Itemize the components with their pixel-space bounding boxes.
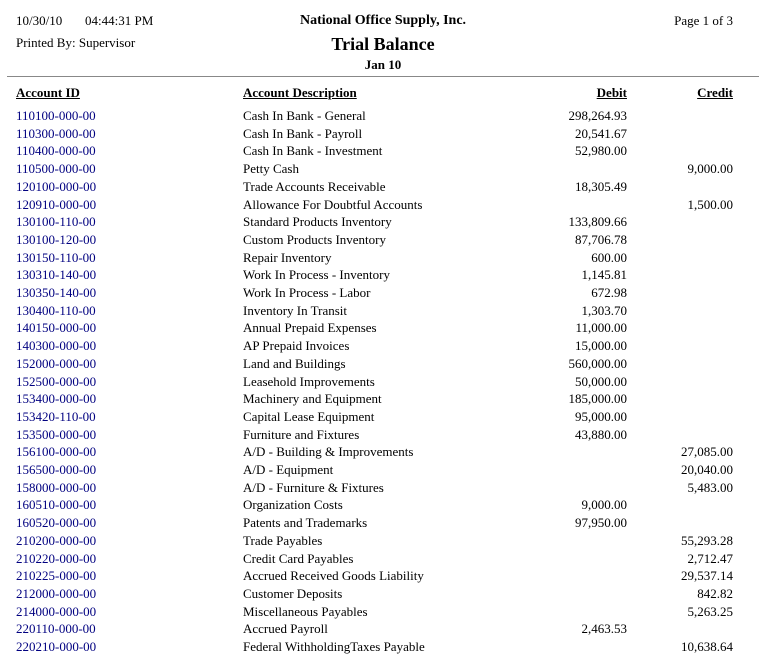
printed-by: Printed By: Supervisor	[16, 35, 136, 50]
table-row	[16, 567, 733, 585]
trial-balance-rows	[16, 107, 733, 656]
account-id-link[interactable]: 153400-000-00	[16, 391, 97, 407]
account-description-cell: Trade Payables	[243, 532, 323, 548]
account-description-cell: Petty Cash	[243, 161, 299, 177]
report-date: 10/30/10	[16, 13, 63, 28]
debit-amount-cell: 560,000.00	[568, 355, 627, 371]
account-description-cell: Credit Card Payables	[243, 550, 354, 566]
table-row	[16, 196, 733, 214]
table-row	[16, 585, 733, 603]
credit-amount-cell: 10,638.64	[681, 639, 733, 655]
account-id-link[interactable]: 120100-000-00	[16, 178, 97, 194]
report-title: Trial Balance	[331, 34, 435, 54]
debit-amount-cell: 1,145.81	[581, 267, 627, 283]
account-description-cell: Custom Products Inventory	[243, 231, 386, 247]
trial-balance-table	[16, 85, 733, 656]
account-id-link[interactable]: 153500-000-00	[16, 426, 97, 442]
account-description-cell: A/D - Equipment	[243, 462, 334, 478]
credit-amount-cell	[627, 390, 733, 408]
debit-amount-cell	[515, 603, 627, 621]
debit-amount-cell: 1,303.70	[581, 302, 627, 318]
table-row	[16, 160, 733, 178]
credit-amount-cell: 5,483.00	[687, 479, 733, 495]
table-row	[16, 355, 733, 373]
table-row	[16, 319, 733, 337]
account-id-link[interactable]: 110100-000-00	[16, 108, 96, 123]
account-id-link[interactable]: 130310-140-00	[16, 267, 97, 283]
account-description-cell: Work In Process - Inventory	[243, 267, 390, 283]
table-row	[16, 373, 733, 391]
account-description-cell: Repair Inventory	[243, 249, 332, 265]
table-row	[16, 532, 733, 550]
table-row	[16, 107, 733, 125]
credit-amount-cell	[627, 620, 733, 638]
account-description-cell: A/D - Building & Improvements	[243, 444, 414, 460]
account-description-cell: AP Prepaid Invoices	[243, 338, 350, 354]
table-row	[16, 426, 733, 444]
credit-amount-cell	[627, 355, 733, 373]
credit-amount-cell	[627, 284, 733, 302]
credit-amount-cell	[627, 266, 733, 284]
table-row	[16, 142, 733, 160]
account-id-link[interactable]: 110400-000-00	[16, 143, 96, 159]
table-row	[16, 408, 733, 426]
table-row	[16, 337, 733, 355]
table-row	[16, 284, 733, 302]
account-id-link[interactable]: 120910-000-00	[16, 196, 97, 212]
account-description-cell: Land and Buildings	[243, 355, 346, 371]
account-id-link[interactable]: 220210-000-00	[16, 639, 97, 655]
account-id-link[interactable]: 130150-110-00	[16, 249, 96, 265]
credit-amount-cell: 5,263.25	[687, 603, 733, 619]
debit-amount-cell	[515, 585, 627, 603]
debit-amount-cell: 11,000.00	[575, 320, 627, 336]
account-description-cell: Cash In Bank - General	[243, 108, 366, 123]
table-row	[16, 249, 733, 267]
account-id-link[interactable]: 152500-000-00	[16, 373, 97, 389]
debit-amount-cell	[515, 196, 627, 214]
credit-amount-cell	[627, 496, 733, 514]
account-id-link[interactable]: 210225-000-00	[16, 568, 97, 584]
debit-amount-cell: 97,950.00	[575, 515, 627, 531]
page-number: Page 1 of 3	[674, 13, 733, 28]
debit-amount-cell: 18,305.49	[575, 178, 627, 194]
credit-amount-cell: 1,500.00	[687, 196, 733, 212]
account-id-link[interactable]: 156100-000-00	[16, 444, 97, 460]
account-description-cell: Patents and Trademarks	[243, 515, 368, 531]
table-row	[16, 479, 733, 497]
debit-amount-cell	[515, 567, 627, 585]
account-id-link[interactable]: 214000-000-00	[16, 603, 97, 619]
credit-amount-cell	[627, 142, 733, 160]
account-description-cell: Federal WithholdingTaxes Payable	[243, 639, 425, 655]
debit-amount-cell: 15,000.00	[575, 338, 627, 354]
account-description-cell: Organization Costs	[243, 497, 343, 513]
debit-amount-cell: 2,463.53	[581, 621, 627, 637]
company-name: National Office Supply, Inc.	[299, 13, 467, 28]
account-description-cell: Furniture and Fixtures	[243, 426, 360, 442]
debit-amount-cell: 52,980.00	[575, 143, 627, 159]
account-id-link[interactable]: 110300-000-00	[16, 125, 96, 141]
credit-amount-cell	[627, 514, 733, 532]
credit-amount-cell	[627, 319, 733, 337]
account-description-cell: Cash In Bank - Payroll	[243, 125, 363, 141]
account-id-link[interactable]: 130100-120-00	[16, 231, 97, 247]
account-description-cell: Standard Products Inventory	[243, 214, 392, 230]
credit-amount-cell	[627, 408, 733, 426]
account-description-cell: A/D - Furniture & Fixtures	[243, 479, 384, 495]
header-separator	[7, 76, 759, 77]
table-row	[16, 496, 733, 514]
credit-amount-cell	[627, 213, 733, 231]
table-row	[16, 620, 733, 638]
table-header-row	[16, 85, 733, 107]
credit-amount-cell: 27,085.00	[681, 444, 733, 460]
credit-amount-cell	[627, 178, 733, 196]
account-id-link[interactable]: 210220-000-00	[16, 550, 97, 566]
table-row	[16, 390, 733, 408]
account-description-cell: Annual Prepaid Expenses	[243, 320, 377, 336]
table-row	[16, 514, 733, 532]
debit-amount-cell: 298,264.93	[568, 108, 627, 123]
debit-amount-cell	[515, 550, 627, 568]
account-id-link[interactable]: 110500-000-00	[16, 161, 96, 177]
account-id-link[interactable]: 212000-000-00	[16, 585, 97, 601]
account-id-link[interactable]: 130100-110-00	[16, 214, 96, 230]
account-description-cell: Accrued Received Goods Liability	[243, 568, 424, 584]
account-description-cell: Leasehold Improvements	[243, 373, 375, 389]
account-description-cell: Machinery and Equipment	[243, 391, 382, 407]
debit-amount-cell: 9,000.00	[581, 497, 627, 513]
credit-amount-cell: 29,537.14	[681, 568, 733, 584]
table-row	[16, 125, 733, 143]
debit-amount-cell: 133,809.66	[568, 214, 627, 230]
debit-amount-cell	[515, 638, 627, 656]
debit-amount-cell: 185,000.00	[568, 391, 627, 407]
credit-amount-cell	[627, 249, 733, 267]
account-id-link[interactable]: 158000-000-00	[16, 479, 97, 495]
credit-amount-cell: 55,293.28	[681, 532, 733, 548]
account-description-cell: Accrued Payroll	[243, 621, 328, 637]
report-time: 04:44:31 PM	[85, 13, 154, 28]
debit-amount-cell: 95,000.00	[575, 408, 627, 424]
account-description-cell: Cash In Bank - Investment	[243, 143, 383, 159]
table-row	[16, 443, 733, 461]
table-row	[16, 213, 733, 231]
debit-amount-cell: 20,541.67	[575, 125, 627, 141]
credit-amount-cell	[627, 125, 733, 143]
debit-amount-cell: 600.00	[591, 249, 627, 265]
debit-amount-cell: 672.98	[591, 285, 627, 301]
account-id-link[interactable]: 153420-110-00	[16, 408, 96, 424]
credit-amount-cell	[627, 373, 733, 391]
debit-amount-cell	[515, 443, 627, 461]
col-header-credit: Credit	[697, 85, 733, 100]
table-row	[16, 550, 733, 568]
credit-amount-cell: 842.82	[697, 585, 733, 601]
table-row	[16, 461, 733, 479]
credit-amount-cell: 2,712.47	[687, 550, 733, 566]
debit-amount-cell	[515, 532, 627, 550]
account-id-link[interactable]: 220110-000-00	[16, 621, 96, 637]
table-row	[16, 231, 733, 249]
debit-amount-cell	[515, 461, 627, 479]
col-header-account-description: Account Description	[243, 85, 357, 100]
account-id-link[interactable]: 152000-000-00	[16, 355, 97, 371]
account-description-cell: Inventory In Transit	[243, 302, 347, 318]
account-description-cell: Miscellaneous Payables	[243, 603, 368, 619]
table-row	[16, 178, 733, 196]
credit-amount-cell: 9,000.00	[687, 161, 733, 177]
table-row	[16, 638, 733, 656]
account-id-link[interactable]: 130350-140-00	[16, 285, 97, 301]
account-id-link[interactable]: 130400-110-00	[16, 302, 96, 318]
debit-amount-cell	[515, 160, 627, 178]
account-description-cell: Capital Lease Equipment	[243, 408, 375, 424]
account-description-cell: Trade Accounts Receivable	[243, 178, 386, 194]
account-id-link[interactable]: 140150-000-00	[16, 320, 97, 336]
account-id-link[interactable]: 160510-000-00	[16, 497, 97, 513]
account-id-link[interactable]: 160520-000-00	[16, 515, 97, 531]
account-id-link[interactable]: 156500-000-00	[16, 462, 97, 478]
col-header-account-id: Account ID	[16, 85, 80, 100]
credit-amount-cell	[627, 337, 733, 355]
account-description-cell: Customer Deposits	[243, 585, 343, 601]
account-description-cell: Allowance For Doubtful Accounts	[243, 196, 423, 212]
table-row	[16, 266, 733, 284]
credit-amount-cell	[627, 107, 733, 125]
debit-amount-cell: 43,880.00	[575, 426, 627, 442]
account-id-link[interactable]: 210200-000-00	[16, 532, 97, 548]
credit-amount-cell: 20,040.00	[681, 462, 733, 478]
table-row	[16, 302, 733, 320]
col-header-debit: Debit	[596, 85, 627, 100]
account-id-link[interactable]: 140300-000-00	[16, 338, 97, 354]
table-row	[16, 603, 733, 621]
credit-amount-cell	[627, 426, 733, 444]
debit-amount-cell	[515, 479, 627, 497]
debit-amount-cell: 87,706.78	[575, 231, 627, 247]
report-period: Jan 10	[364, 57, 402, 72]
account-description-cell: Work In Process - Labor	[243, 285, 371, 301]
credit-amount-cell	[627, 302, 733, 320]
credit-amount-cell	[627, 231, 733, 249]
debit-amount-cell: 50,000.00	[575, 373, 627, 389]
